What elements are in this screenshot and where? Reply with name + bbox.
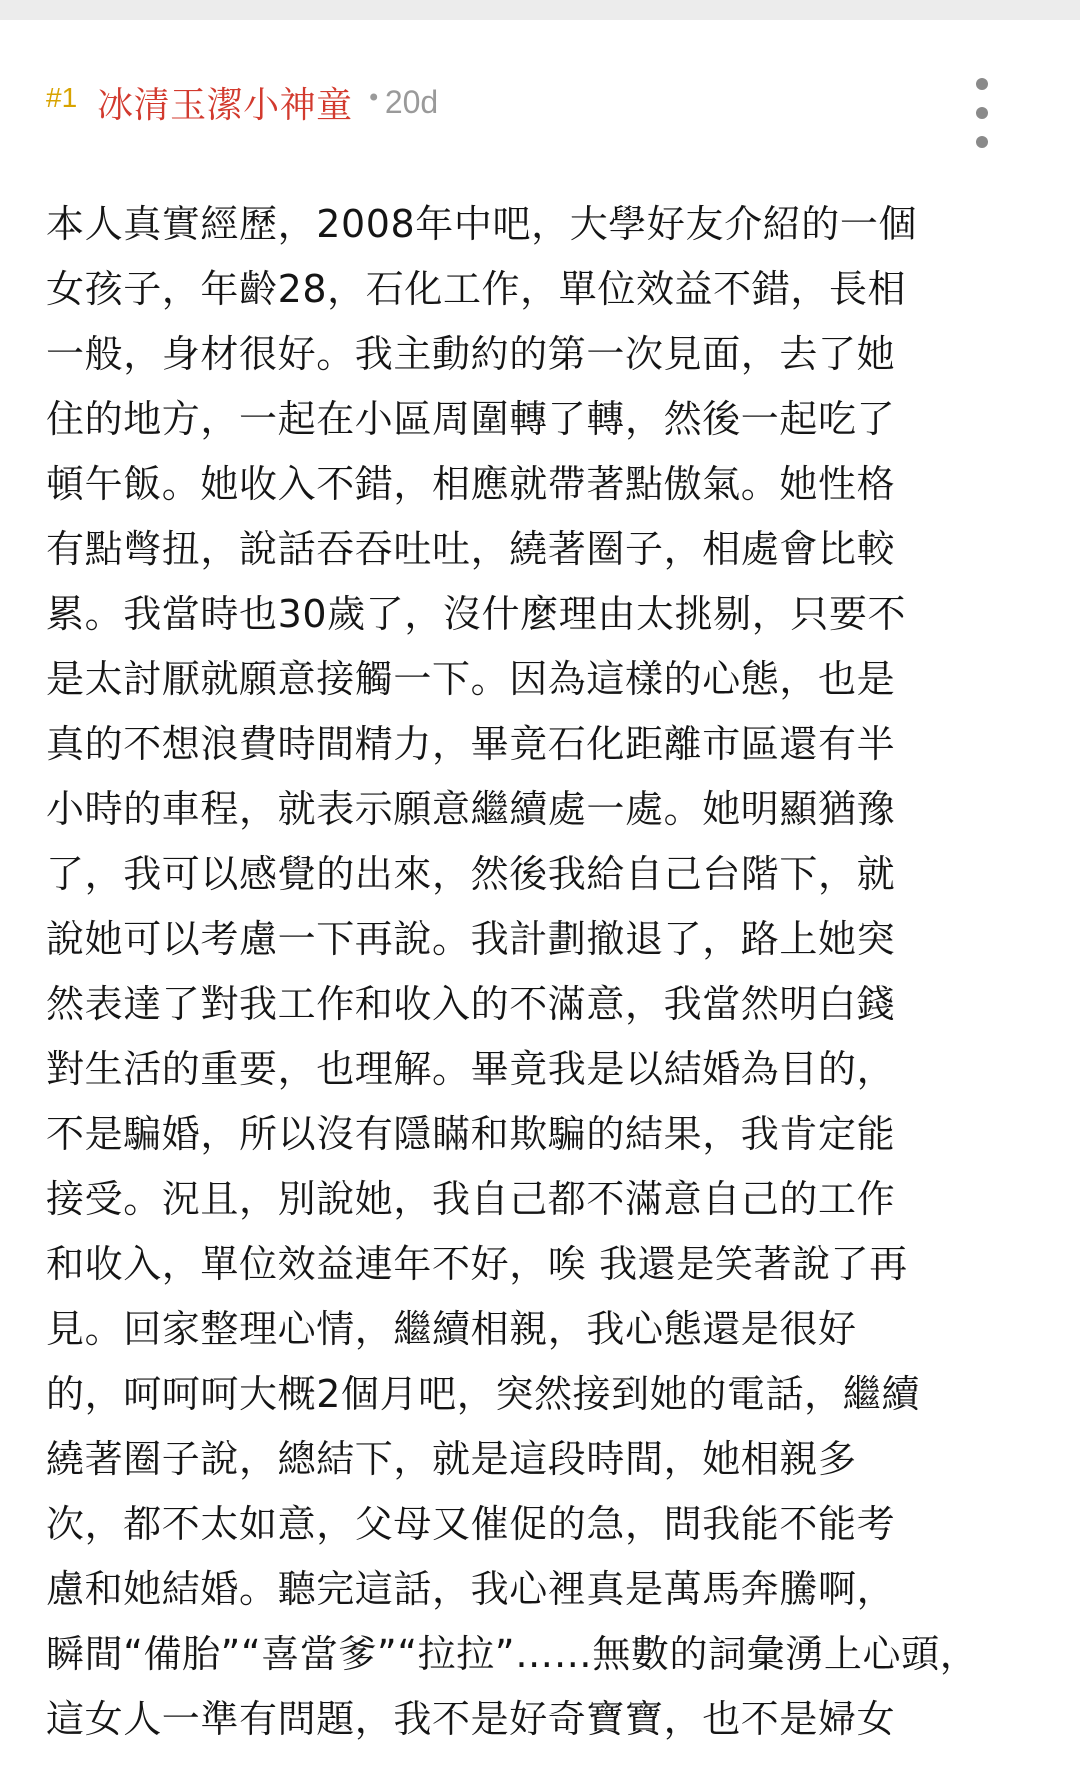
menu-dot (976, 136, 988, 148)
post-line: 真的不想浪費時間精力，畢竟石化距離市區還有半 (46, 722, 896, 766)
menu-dot (976, 78, 988, 90)
post-line: 說她可以考慮一下再說。我計劃撤退了，路上她突 (46, 917, 896, 961)
post-line: 次，都不太如意，父母又催促的急，問我能不能考 (46, 1502, 896, 1546)
more-vertical-icon[interactable] (962, 78, 1002, 148)
post-time: 20d (384, 83, 439, 120)
post-line: 有點彆扭，說話吞吞吐吐，繞著圈子，相處會比較 (46, 527, 896, 571)
post-header (46, 72, 438, 132)
menu-dot (976, 107, 988, 119)
post-line: 不是騙婚，所以沒有隱瞞和欺騙的結果，我肯定能 (46, 1112, 896, 1156)
post-line: 對生活的重要，也理解。畢竟我是以結婚為目的， (46, 1047, 896, 1091)
post-line: 頓午飯。她收入不錯，相應就帶著點傲氣。她性格 (46, 462, 896, 506)
post-number: #1 (46, 82, 78, 113)
post-line: 住的地方，一起在小區周圍轉了轉，然後一起吃了 (46, 397, 896, 441)
post-line: 一般，身材很好。我主動約的第一次見面，去了她 (46, 332, 896, 376)
post-line: 慮和她結婚。聽完這話，我心裡真是萬馬奔騰啊， (46, 1567, 896, 1611)
post-line: 繞著圈子說，總結下，就是這段時間，她相親多 (46, 1437, 857, 1481)
meta-separator: • (366, 84, 381, 112)
post-line: 瞬間“備胎”“喜當爹”“拉拉”……無數的詞彙湧上心頭， (46, 1632, 979, 1676)
post-card (0, 20, 1080, 1786)
post-line: 和收入，單位效益連年不好，唉 我還是笑著說了再 (46, 1242, 908, 1286)
post-line: 小時的車程，就表示願意繼續處一處。她明顯猶豫 (46, 787, 896, 831)
author-name[interactable]: 冰清玉潔小神童 (97, 84, 353, 126)
post-line: 是太討厭就願意接觸一下。因為這樣的心態，也是 (46, 657, 896, 701)
post-line: 女孩子，年齡28，石化工作，單位效益不錯，長相 (46, 267, 907, 311)
post-body (46, 192, 1036, 1752)
post-line: 接受。況且，別說她，我自己都不滿意自己的工作 (46, 1177, 896, 1221)
post-line: 了，我可以感覺的出來，然後我給自己台階下，就 (46, 852, 896, 896)
post-line: 見。回家整理心情，繼續相親，我心態還是很好 (46, 1307, 857, 1351)
post-line: 本人真實經歷，2008年中吧，大學好友介紹的一個 (46, 202, 918, 246)
post-line: 這女人一準有問題，我不是好奇寶寶，也不是婦女 (46, 1697, 896, 1741)
post-line: 然表達了對我工作和收入的不滿意，我當然明白錢 (46, 982, 896, 1026)
post-line: 累。我當時也30歲了，沒什麼理由太挑剔，只要不 (46, 592, 907, 636)
post-line: 的，呵呵呵大概2個月吧，突然接到她的電話，繼續 (46, 1372, 920, 1416)
